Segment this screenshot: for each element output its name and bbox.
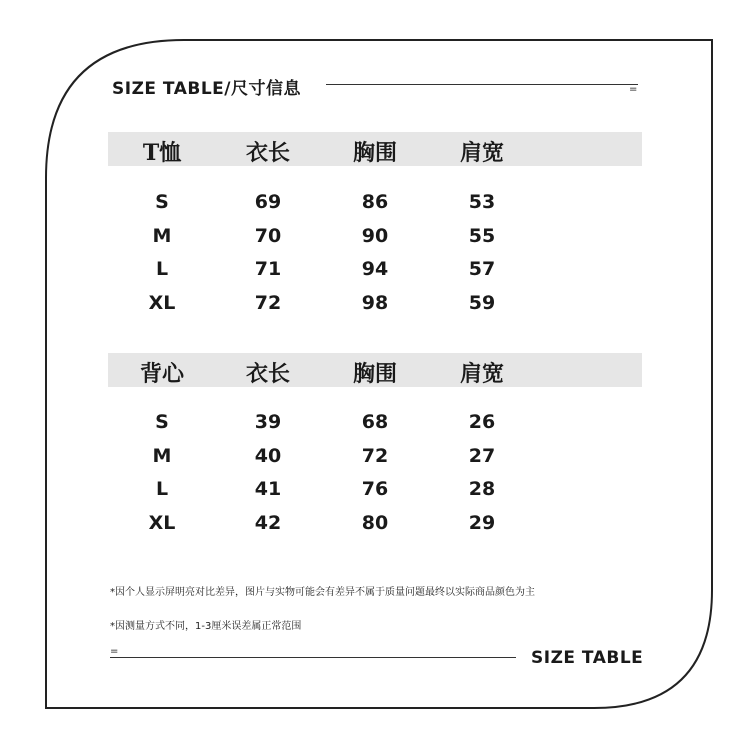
table2-shoulder: 28 [468, 478, 496, 500]
table1-length: 69 [254, 191, 282, 213]
table1-shoulder: 53 [468, 191, 496, 213]
table2-length: 40 [254, 445, 282, 467]
table1-size: M [152, 225, 172, 247]
table2-size: L [155, 478, 169, 500]
table2-shoulder: 29 [468, 512, 496, 534]
table2-size: S [155, 411, 169, 433]
table2-chest: 80 [361, 512, 389, 534]
table1-chest: 90 [361, 225, 389, 247]
table1-chest: 86 [361, 191, 389, 213]
table1-header-type: T恤 [142, 140, 182, 166]
table2-shoulder: 27 [468, 445, 496, 467]
table1-shoulder: 55 [468, 225, 496, 247]
table1-header-length: 衣长 [245, 140, 290, 166]
note-display-difference: *因个人显示屏明亮对比差异，图片与实物可能会有差异不属于质量问题最终以实际商品颜色为主 [110, 587, 535, 598]
footer-eq-mark: = [110, 646, 119, 657]
table1-size: XL [148, 292, 176, 314]
table1-shoulder: 57 [468, 258, 496, 280]
table1-header-chest: 胸围 [352, 140, 397, 166]
table1-length: 71 [254, 258, 282, 280]
table1-header-shoulder: 肩宽 [459, 140, 504, 166]
table1-length: 70 [254, 225, 282, 247]
table2-shoulder: 26 [468, 411, 496, 433]
note-measurement-tolerance: *因测量方式不同，1-3厘米误差属正常范围 [110, 621, 302, 632]
table2-header-length: 衣长 [245, 361, 290, 387]
table2-chest: 76 [361, 478, 389, 500]
table1-shoulder: 59 [468, 292, 496, 314]
table1-size: S [155, 191, 169, 213]
table1-chest: 94 [361, 258, 389, 280]
table1-chest: 98 [361, 292, 389, 314]
footer-title: SIZE TABLE [531, 648, 644, 668]
page-title: SIZE TABLE/尺寸信息 [112, 79, 301, 99]
table1-size: L [155, 258, 169, 280]
title-eq-mark: = [629, 84, 638, 95]
table2-size: XL [148, 512, 176, 534]
table2-length: 39 [254, 411, 282, 433]
table2-length: 41 [254, 478, 282, 500]
title-rule [326, 84, 638, 85]
table2-length: 42 [254, 512, 282, 534]
footer-rule [110, 657, 516, 658]
table2-size: M [152, 445, 172, 467]
table2-header-shoulder: 肩宽 [459, 361, 504, 387]
table1-length: 72 [254, 292, 282, 314]
table2-chest: 72 [361, 445, 389, 467]
table2-header-chest: 胸围 [352, 361, 397, 387]
table2-header-type: 背心 [139, 361, 184, 387]
table2-chest: 68 [361, 411, 389, 433]
